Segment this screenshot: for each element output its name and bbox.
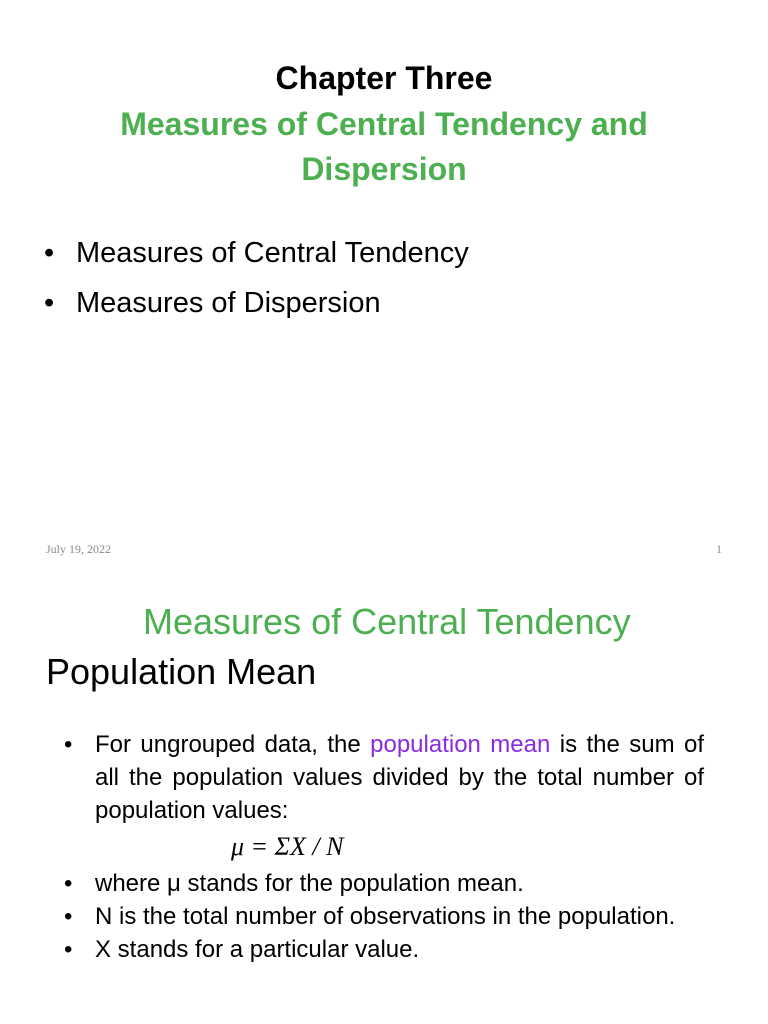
bullet-item: • Measures of Dispersion [44, 282, 469, 332]
slide-2 [0, 576, 768, 1024]
slide-2-title: Measures of Central Tendency [143, 601, 631, 642]
slide-2-heading: Population Mean [46, 651, 317, 692]
bullet-item: • N is the total number of observations in the population. [64, 900, 704, 933]
chapter-subtitle-line-1: Measures of Central Tendency and [120, 106, 648, 142]
footer-date: July 19, 2022 [46, 542, 112, 556]
mean-formula: μ = ΣX / N [231, 832, 344, 861]
definition-text-end: is the sum of all the population values divided by the total number of population values: [95, 731, 704, 824]
bullet-item: • X stands for a particular value. [64, 933, 704, 966]
slide-1-bullet-list [44, 232, 469, 332]
slide-2-bullet-list [64, 728, 704, 966]
chapter-subtitle-line-2: Dispersion [301, 151, 467, 187]
highlighted-term: population mean [370, 731, 551, 758]
bullet-item: • where μ stands for the population mean. [64, 867, 704, 900]
page-number: 1 [716, 542, 722, 556]
bullet-item: • Measures of Central Tendency [44, 232, 469, 282]
definition-text-start: For ungrouped data, the [95, 731, 371, 758]
bullet-item-definition [64, 728, 704, 827]
chapter-title: Chapter Three [275, 60, 493, 96]
